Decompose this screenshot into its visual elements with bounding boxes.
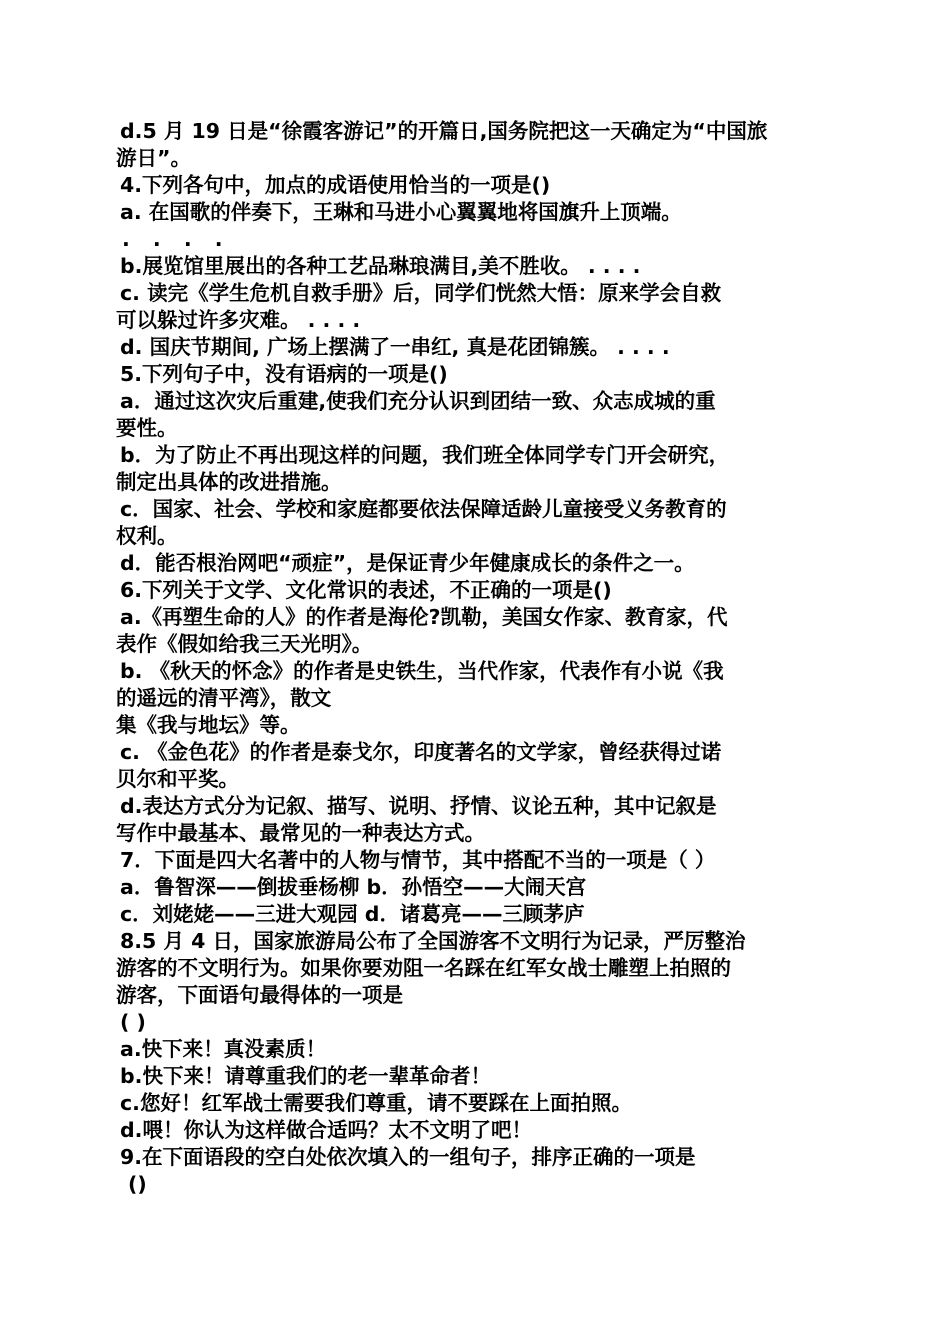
option-line: c.您好！红军战士需要我们尊重，请不要踩在上面拍照。 [120, 1091, 632, 1115]
text-line: 写作中最基本、最常见的一种表达方式。 [116, 821, 485, 845]
question-heading: 7．下面是四大名著中的人物与情节，其中搭配不当的一项是（ ） [120, 848, 716, 872]
text-line: 游日”。 [116, 146, 191, 170]
question-heading: 5.下列句子中，没有语病的一项是() [120, 362, 448, 386]
text-line: 游客，下面语句最得体的一项是 [116, 983, 403, 1007]
option-line: b．为了防止不再出现这样的问题，我们班全体同学专门开会研究， [120, 443, 730, 467]
text-line: 游客的不文明行为。如果你要劝阻一名踩在红军女战士雕塑上拍照的 [116, 956, 731, 980]
emphasis-dots: . . . . [122, 227, 231, 251]
question-heading: 9.在下面语段的空白处依次填入的一组句子，排序正确的一项是 [120, 1145, 696, 1169]
text-line: 制定出具体的改进措施。 [116, 470, 342, 494]
text-line: 贝尔和平奖。 [116, 767, 239, 791]
text-line: d.5 月 19 日是“徐霞客游记”的开篇日,国务院把这一天确定为“中国旅 [120, 119, 768, 143]
option-line: c．刘姥姥——三进大观园 d．诸葛亮——三顾茅庐 [120, 902, 585, 926]
option-line: a.《再塑生命的人》的作者是海伦?凯勒，美国女作家、教育家，代 [120, 605, 728, 629]
text-line: 可以躲过许多灾难。 . . . . [116, 308, 361, 332]
text-line: 表作《假如给我三天光明》。 [116, 632, 373, 656]
answer-bracket: () [128, 1172, 147, 1196]
answer-bracket: ( ) [120, 1010, 146, 1034]
option-line: c. 读完《学生危机自救手册》后，同学们恍然大悟：原来学会自救 [120, 281, 722, 305]
document-page [116, 118, 838, 1198]
option-line: a．通过这次灾后重建,使我们充分认识到团结一致、众志成城的重 [120, 389, 716, 413]
option-line: c. 《金色花》的作者是泰戈尔，印度著名的文学家，曾经获得过诺 [120, 740, 722, 764]
option-line: d.表达方式分为记叙、描写、说明、抒情、议论五种，其中记叙是 [120, 794, 717, 818]
question-heading: 4.下列各句中，加点的成语使用恰当的一项是() [120, 173, 551, 197]
text-line: 集《我与地坛》等。 [116, 713, 301, 737]
text-line: 要性。 [116, 416, 178, 440]
question-heading: 6.下列关于文学、文化常识的表述，不正确的一项是() [120, 578, 612, 602]
option-line: a．鲁智深——倒拔垂杨柳 b．孙悟空——大闹天宫 [120, 875, 587, 899]
text-line: 的遥远的清平湾》，散文 [116, 686, 332, 710]
option-line: d. 国庆节期间, 广场上摆满了一串红, 真是花团锦簇。 . . . . [120, 335, 670, 359]
option-line: b. 《秋天的怀念》的作者是史铁生，当代作家，代表作有小说《我 [120, 659, 724, 683]
question-heading: 8.5 月 4 日，国家旅游局公布了全国游客不文明行为记录，严厉整治 [120, 929, 746, 953]
option-line: d．能否根治网吧“顽症”，是保证青少年健康成长的条件之一。 [120, 551, 695, 575]
option-line: b.展览馆里展出的各种工艺品琳琅满目,美不胜收。 . . . . [120, 254, 641, 278]
text-line: 权利。 [116, 524, 178, 548]
option-line: a. 在国歌的伴奏下，王琳和马进小心翼翼地将国旗升上顶端。 [120, 200, 682, 224]
option-line: c．国家、社会、学校和家庭都要依法保障适龄儿童接受义务教育的 [120, 497, 727, 521]
option-line: a.快下来！真没素质！ [120, 1037, 327, 1061]
option-line: b.快下来！请尊重我们的老一辈革命者！ [120, 1064, 491, 1088]
option-line: d.喂！你认为这样做合适吗？太不文明了吧！ [120, 1118, 532, 1142]
